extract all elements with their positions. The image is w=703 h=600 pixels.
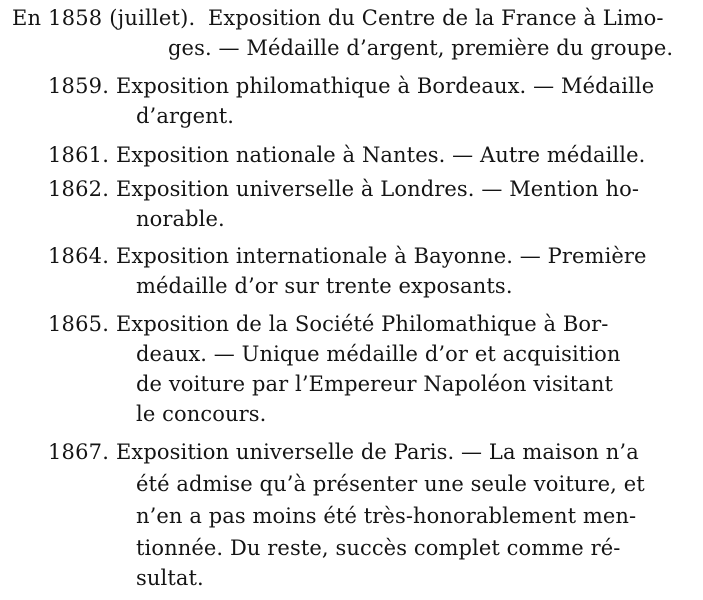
entry-1864-year: 1864.	[48, 244, 110, 268]
entry-1865-line-1: Exposition de la Société Philomathique à Bor-	[116, 312, 609, 336]
entry-1865-year: 1865.	[48, 312, 110, 336]
entry-1867-line-5: sultat.	[136, 566, 204, 590]
entry-1862-line-1: Exposition universelle à Londres. — Mention ho-	[116, 177, 640, 201]
entry-1858-line-1: Exposition du Centre de la France à Limo-	[208, 6, 664, 30]
entry-1861-line-1: Exposition nationale à Nantes. — Autre médaille.	[116, 143, 646, 167]
entry-1864-line-2: médaille d’or sur trente exposants.	[136, 274, 513, 298]
entry-1865-line-2: deaux. — Unique médaille d’or et acquisition	[136, 342, 621, 366]
entry-1858-label: En 1858 (juillet).	[12, 6, 196, 30]
entry-1865-line-3: de voiture par l’Empereur Napoléon visitant	[136, 372, 614, 396]
entry-1859-line-2: d’argent.	[136, 104, 235, 128]
entry-1867-line-4: tionnée. Du reste, succès complet comme ré-	[136, 536, 621, 560]
entry-1859-line-1: Exposition philomathique à Bordeaux. — Médaille	[116, 74, 655, 98]
entry-1861-year: 1861.	[48, 143, 110, 167]
entry-1867-line-2: été admise qu’à présenter une seule voiture, et	[136, 472, 645, 496]
entry-1858-line-2: ges. — Médaille d’argent, première du groupe.	[168, 36, 674, 60]
entry-1865-line-4: le concours.	[136, 402, 267, 426]
entry-1864-line-1: Exposition internationale à Bayonne. — Première	[116, 244, 647, 268]
entry-1862-year: 1862.	[48, 177, 110, 201]
entry-1867-line-1: Exposition universelle de Paris. — La maison n’a	[116, 440, 639, 464]
entry-1862-line-2: norable.	[136, 207, 225, 231]
entry-1867-year: 1867.	[48, 440, 110, 464]
entry-1867-line-3: n’en a pas moins été très-honorablement men-	[136, 504, 637, 528]
entry-1859-year: 1859.	[48, 74, 110, 98]
